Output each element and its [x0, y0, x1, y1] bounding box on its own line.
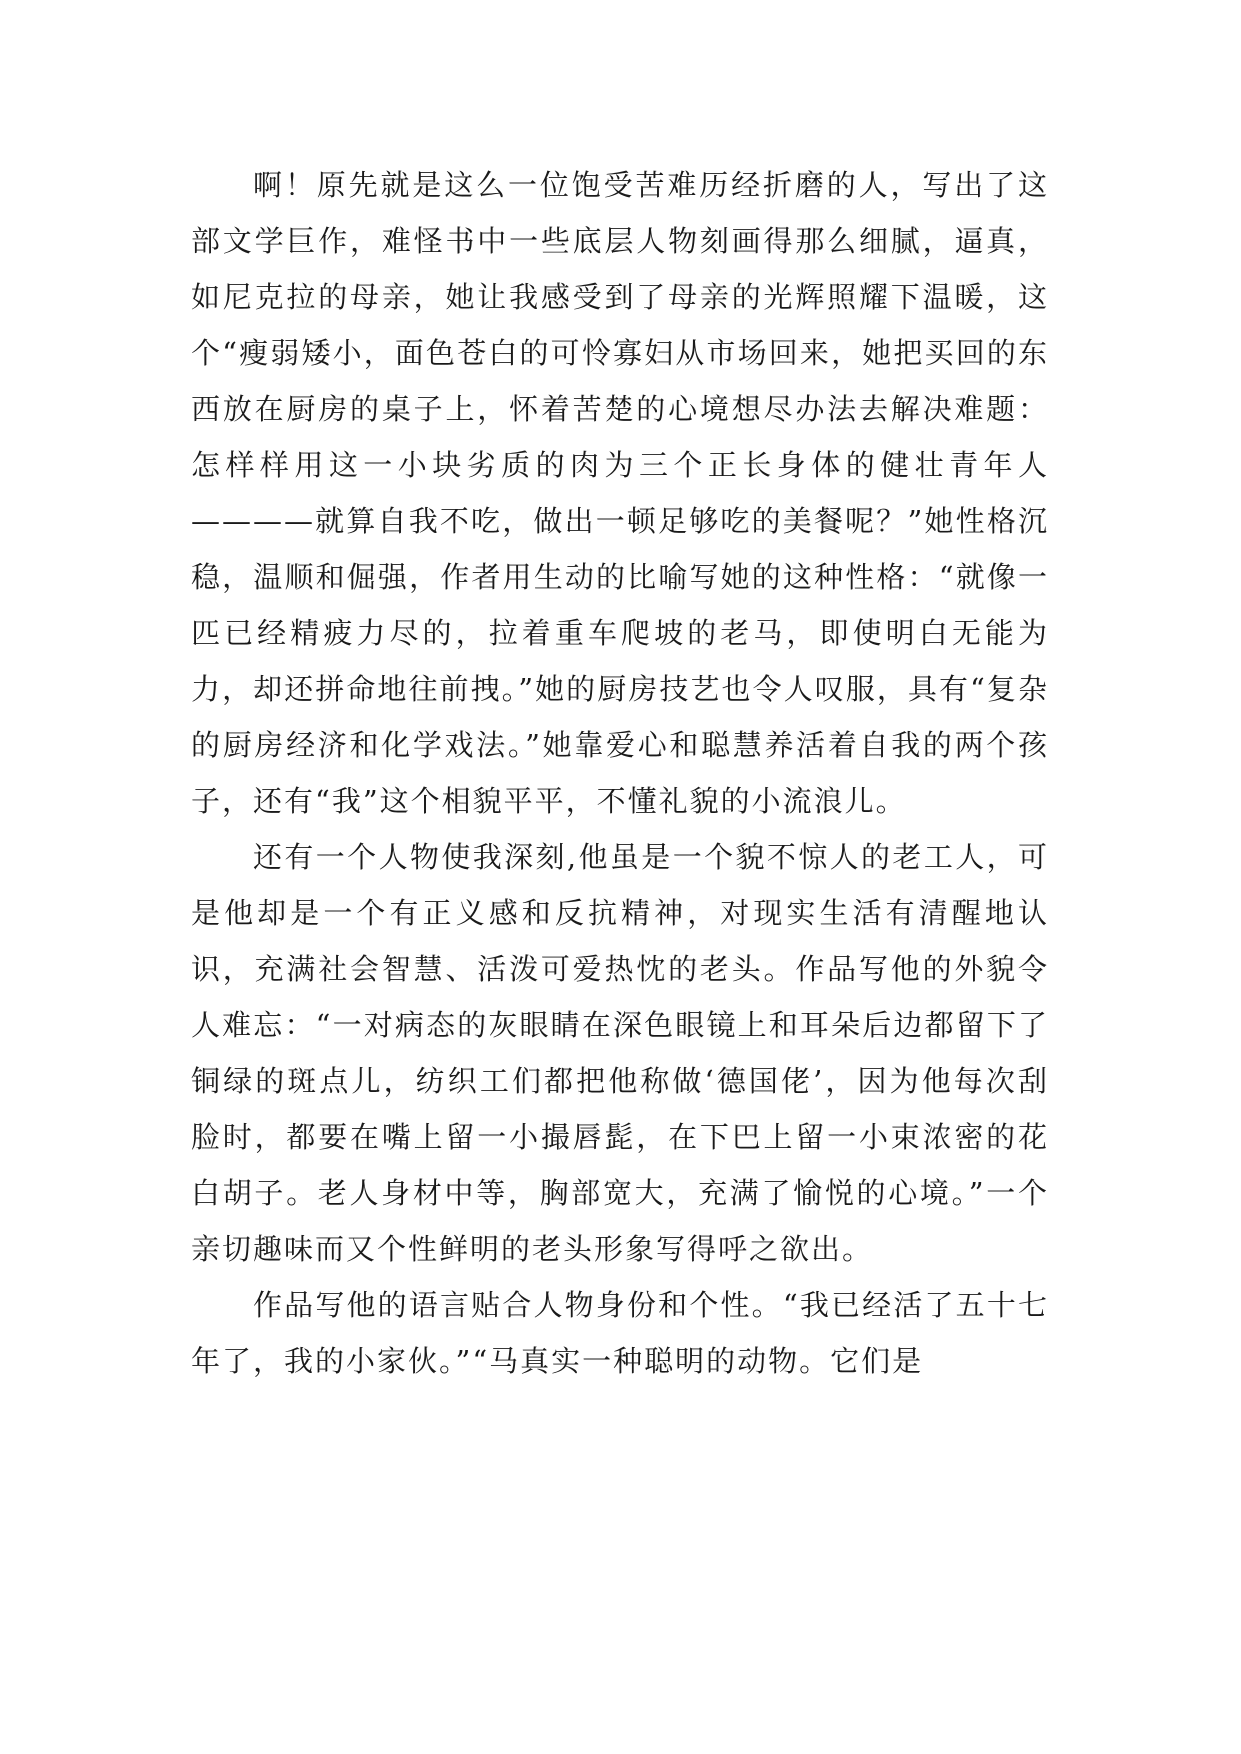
paragraph: 啊！原先就是这么一位饱受苦难历经折磨的人，写出了这部文学巨作，难怪书中一些底层人物刻画得那么细腻，逼真，如尼克拉的母亲，她让我感受到了母亲的光辉照耀下温暖，这个“瘦弱矮小，面色苍白的可怜寡妇从市场回来，她把买回的东西放在厨房的桌子上，怀着苦楚的心境想尽办法去解决难题：怎样样用这一小块劣质的肉为三个正长身体的健壮青年人————就算自我不吃，做出一顿足够吃的美餐呢？”她性格沉稳，温顺和倔强，作者用生动的比喻写她的这种性格：“就像一匹已经精疲力尽的，拉着重车爬坡的老马，即使明白无能为力，却还拼命地往前拽。”她的厨房技艺也令人叹服，具有“复杂的厨房经济和化学戏法。”她靠爱心和聪慧养活着自我的两个孩子，还有“我”这个相貌平平，不懂礼貌的小流浪儿。 [191, 168, 1049, 818]
document-body [191, 157, 1049, 1389]
paragraph: 作品写他的语言贴合人物身份和个性。“我已经活了五十七年了，我的小家伙。”“马真实一种聪明的动物。它们是 [191, 1288, 1049, 1378]
paragraph: 还有一个人物使我深刻,他虽是一个貌不惊人的老工人，可是他却是一个有正义感和反抗精神，对现实生活有清醒地认识，充满社会智慧、活泼可爱热忱的老头。作品写他的外貌令人难忘：“一对病态的灰眼睛在深色眼镜上和耳朵后边都留下了铜绿的斑点儿，纺织工们都把他称做‘德国佬’，因为他每次刮脸时，都要在嘴上留一小撮唇髭，在下巴上留一小束浓密的花白胡子。老人身材中等，胸部宽大，充满了愉悦的心境。”一个亲切趣味而又个性鲜明的老头形象写得呼之欲出。 [191, 840, 1049, 1266]
